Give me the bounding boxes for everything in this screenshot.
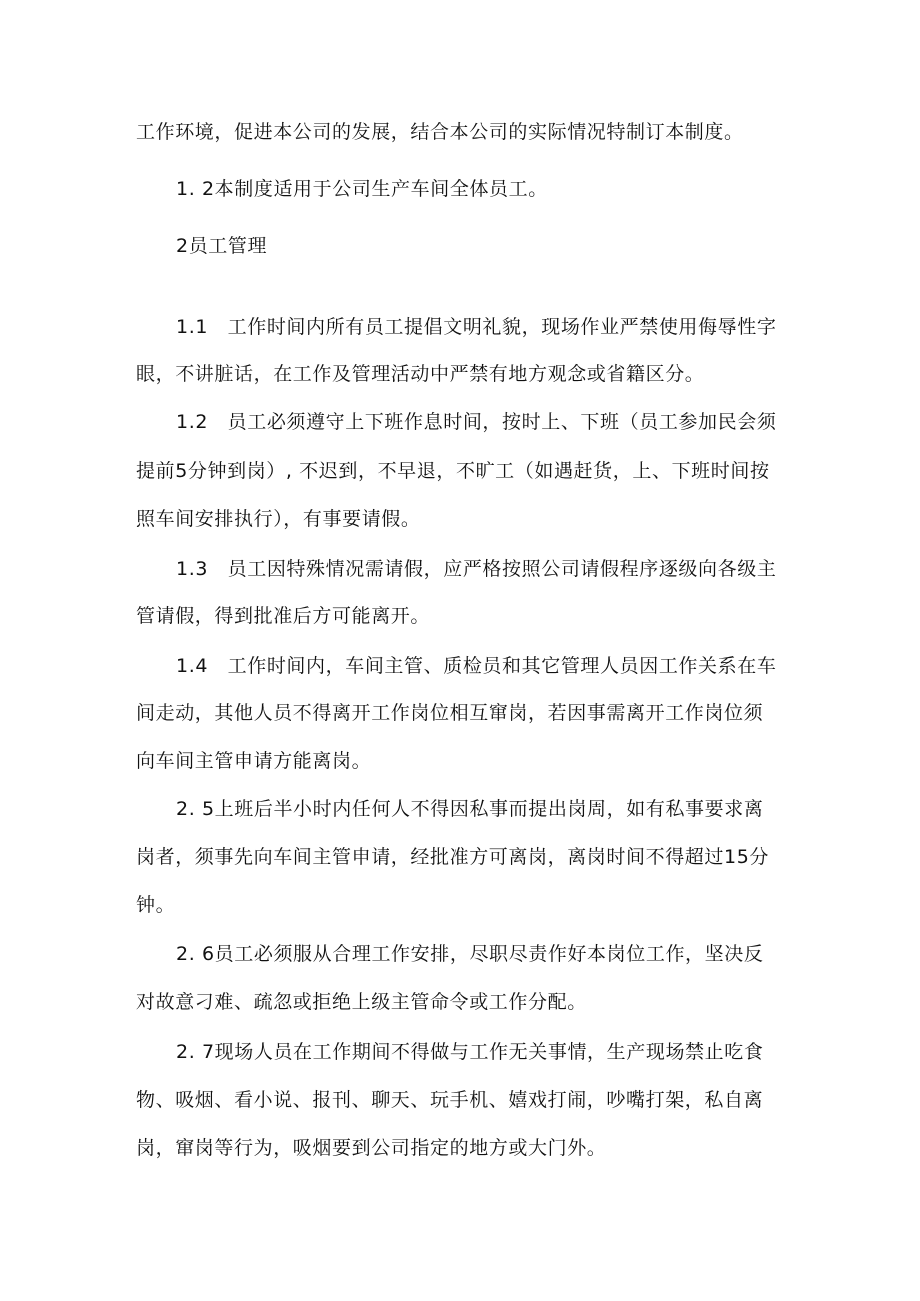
clause-1-1-line-2: 眼，不讲脏话，在工作及管理活动中严禁有地方观念或省籍区分。	[136, 363, 705, 385]
clause-2-5-line-3: 钟。	[136, 894, 176, 916]
clause-2-7-line-3: 岗，窜岗等行为，吸烟要到公司指定的地方或大门外。	[136, 1137, 607, 1159]
clause-2-6-line-2: 对故意刁难、疏忽或拒绝上级主管命令或工作分配。	[136, 991, 587, 1013]
clause-2-5-line-2: 岗者，须事先向车间主管申请，经批准方可离岗，离岗时间不得超过15分	[136, 846, 769, 868]
clause-1-4-line-2: 间走动，其他人员不得离开工作岗位相互窜岗，若因事需离开工作岗位须	[136, 702, 764, 724]
paragraph-intro-line-1: 工作环境，促进本公司的发展，结合本公司的实际情况特制订本制度。	[136, 121, 744, 143]
clause-2-7-line-1: 2. 7现场人员在工作期间不得做与工作无关事情，生产现场禁止吃食	[176, 1041, 764, 1063]
clause-2-5-line-1: 2. 5上班后半小时内任何人不得因私事而提出岗周，如有私事要求离	[176, 798, 764, 820]
clause-1-4-line-3: 向车间主管申请方能离岗。	[136, 750, 372, 772]
clause-1-3-line-2: 管请假，得到批准后方可能离开。	[136, 605, 431, 627]
clause-2-7-line-2: 物、吸烟、看小说、报刊、聊天、玩手机、嬉戏打闹，吵嘴打架，私自离	[136, 1089, 764, 1111]
clause-1-3-line-1: 1.3 员工因特殊情况需请假，应严格按照公司请假程序逐级向各级主	[176, 558, 777, 580]
clause-1-1-line-1: 1.1 工作时间内所有员工提倡文明礼貌，现场作业严禁使用侮辱性字	[176, 316, 777, 338]
clause-2-6-line-1: 2. 6员工必须服从合理工作安排，尽职尽责作好本岗位工作，坚决反	[176, 943, 764, 965]
clause-1-4-line-1: 1.4 工作时间内，车间主管、质检员和其它管理人员因工作关系在车	[176, 655, 777, 677]
section-heading-staff-management: 2员工管理	[176, 235, 268, 257]
clause-1-2b-line-2: 提前5分钟到岗）, 不迟到，不早退，不旷工（如遇赶货，上、下班时间按	[136, 460, 770, 482]
clause-1-2b-line-3: 照车间安排执行），有事要请假。	[136, 508, 421, 530]
clause-1-2-line-1: 1. 2本制度适用于公司生产车间全体员工。	[176, 178, 548, 200]
clause-1-2b-line-1: 1.2 员工必须遵守上下班作息时间，按时上、下班（员工参加民会须	[176, 411, 777, 433]
